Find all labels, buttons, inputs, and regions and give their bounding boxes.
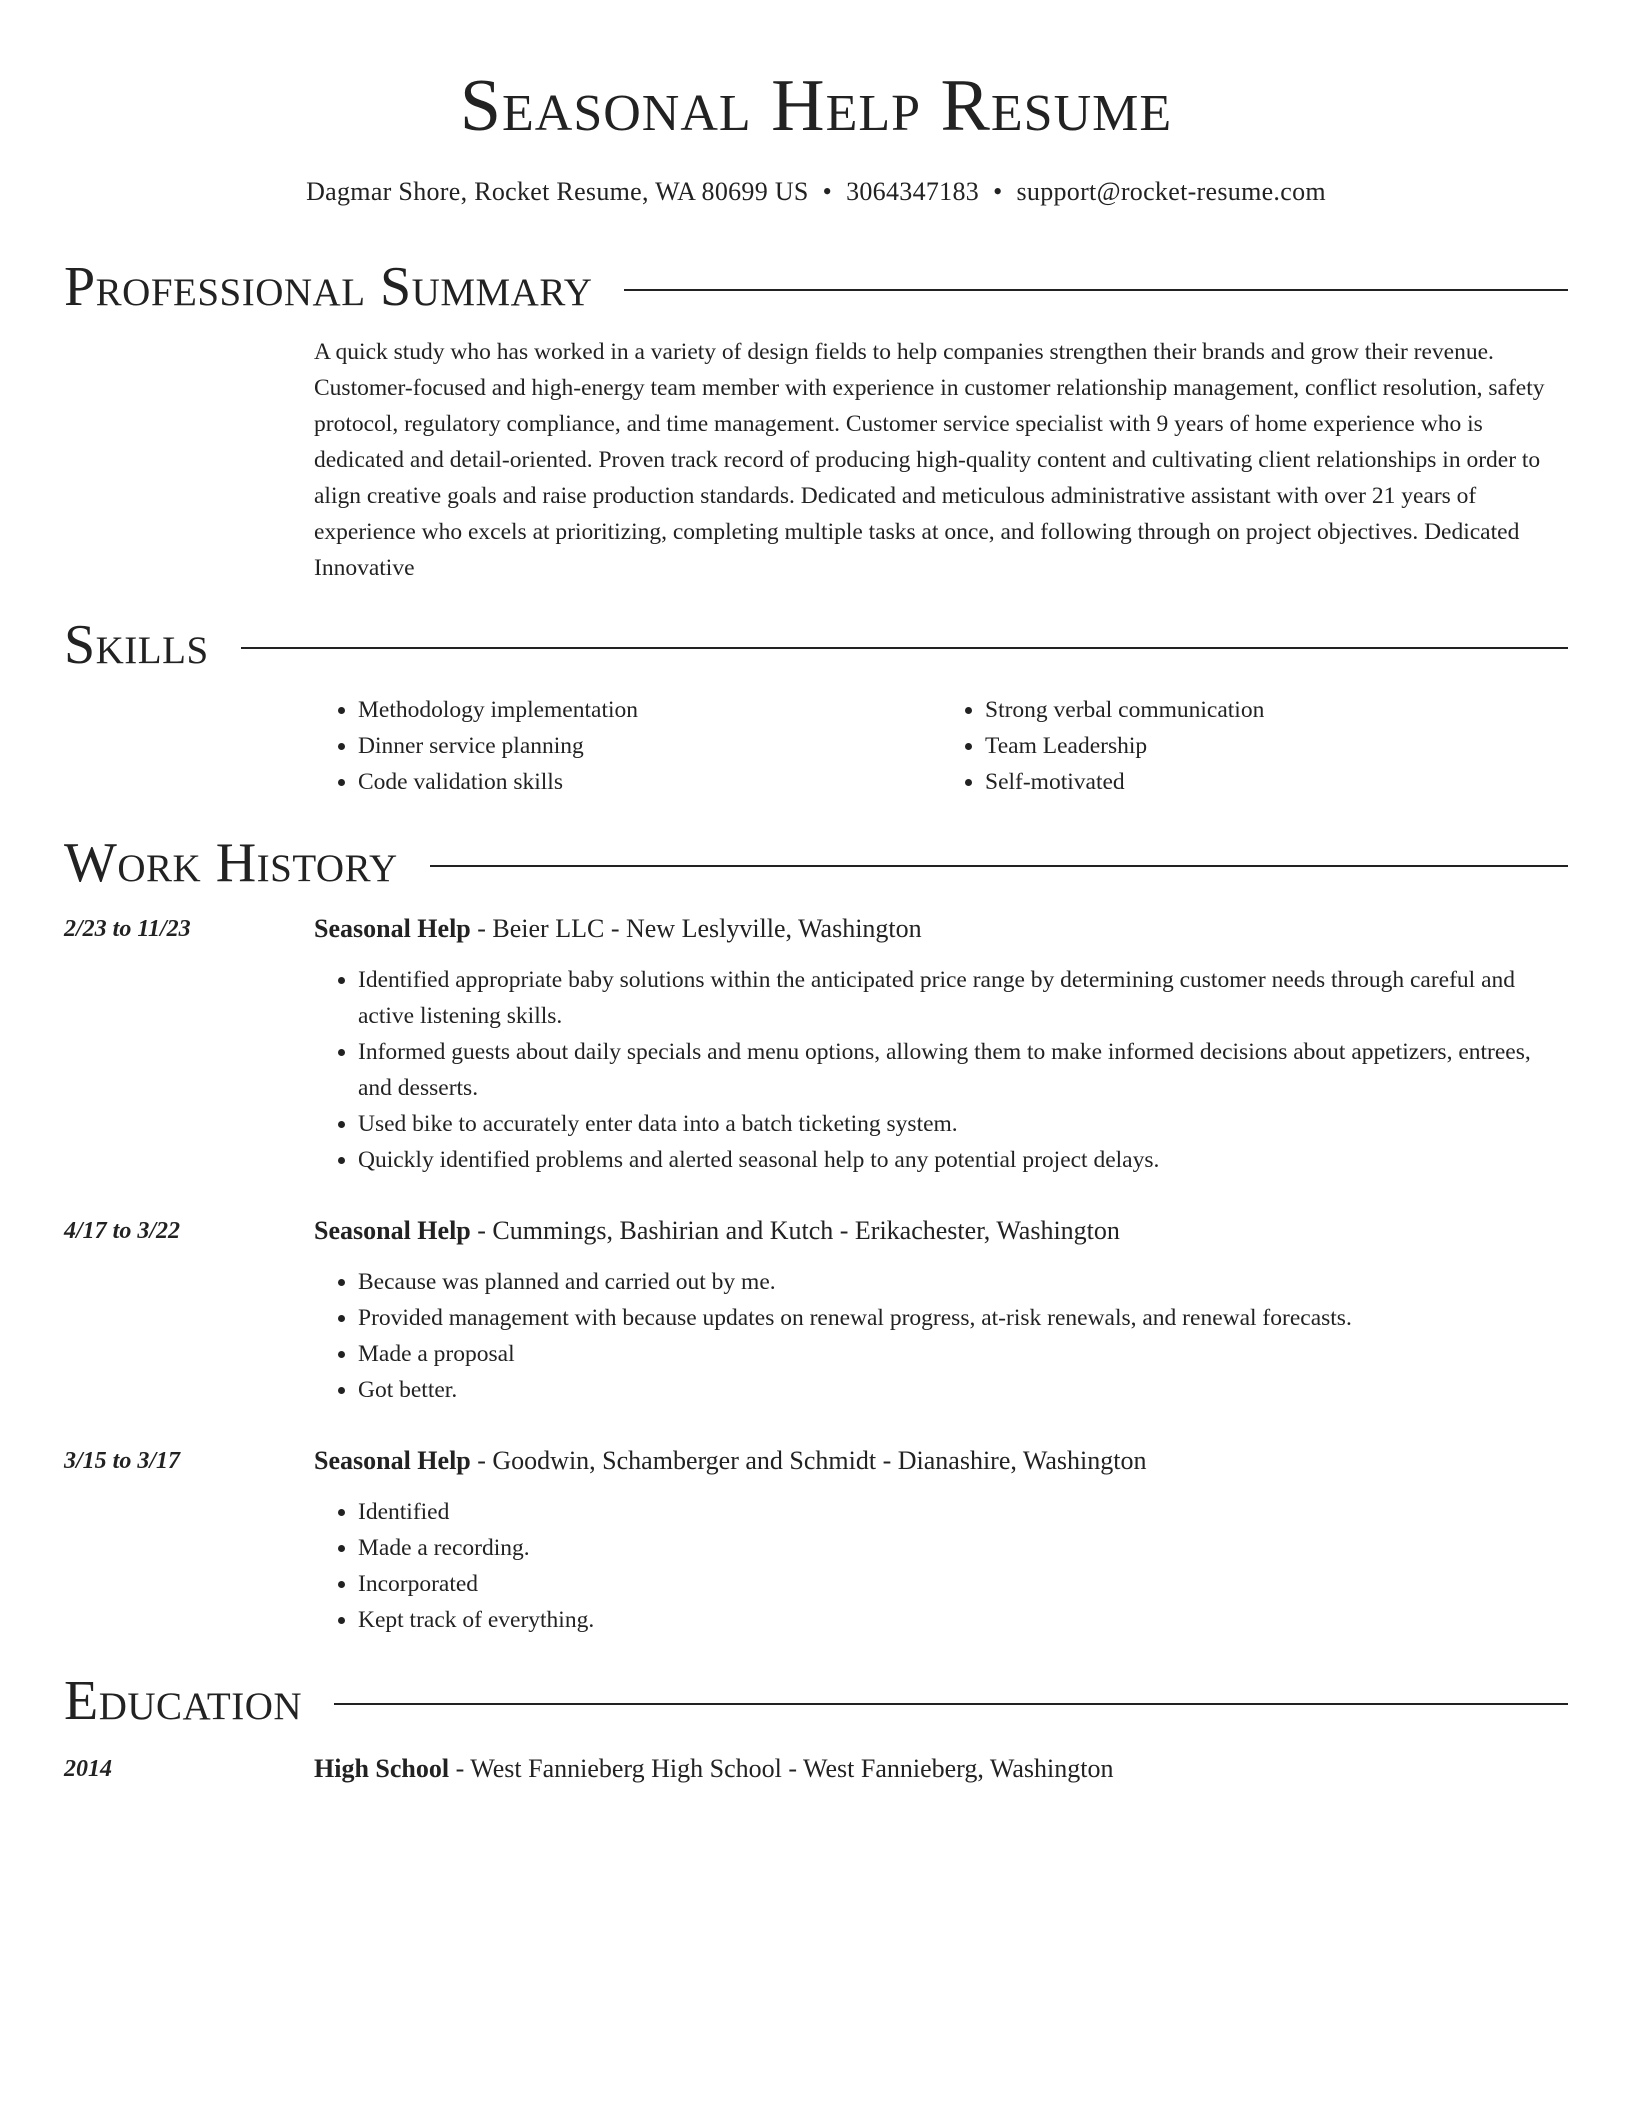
job-bullet: • Identified xyxy=(358,1494,1568,1530)
section-title-summary: Professional Summary xyxy=(64,256,593,318)
skill-item: • Self-motivated xyxy=(985,764,1568,800)
job-bullet: • Kept track of everything. xyxy=(358,1602,1568,1638)
education-heading xyxy=(314,1750,1113,1788)
contact-separator: • xyxy=(993,177,1003,206)
job-title: Seasonal Help xyxy=(314,1216,471,1245)
contact-phone: 3064347183 xyxy=(846,177,980,206)
education-school: - West Fannieberg High School - West Fannieberg, Washington xyxy=(449,1754,1114,1783)
section-header-skills xyxy=(64,610,1568,680)
section-divider xyxy=(430,865,1568,867)
section-header-work-history xyxy=(64,828,1568,898)
section-divider xyxy=(334,1703,1568,1705)
section-divider xyxy=(241,647,1568,649)
skill-item: • Dinner service planning xyxy=(358,728,941,764)
skills-column-right xyxy=(941,692,1568,800)
job-bullets xyxy=(314,1494,1568,1638)
job-employer: - Beier LLC - New Leslyville, Washington xyxy=(470,914,922,943)
summary-text: A quick study who has worked in a variety of design fields to help companies strengthen their brands and grow their revenue. Customer-focused and high-energy team member with experience in customer relationship management, conflict resolution, safety protocol, regulatory compliance, and time management. Customer service specialist with 9 years of home experience who is dedicated and detail-oriented. Proven track record of producing high-quality content and cultivating client relationships in order to align creative goals and raise production standards. Dedicated and meticulous administrative assistant with over 21 years of experience who excels at prioritizing, completing multiple tasks at once, and following through on project objectives. Dedicated Innovative xyxy=(314,339,1545,581)
job-title: Seasonal Help xyxy=(314,914,471,943)
job-heading xyxy=(314,1212,1120,1250)
job-bullet: • Because was planned and carried out by me. xyxy=(358,1264,1568,1300)
education-degree: High School xyxy=(314,1754,450,1783)
document-title: Seasonal Help Resume xyxy=(459,65,1173,147)
job-bullets xyxy=(314,962,1568,1178)
section-title-skills: Skills xyxy=(64,614,209,676)
job-bullet: • Incorporated xyxy=(358,1566,1568,1602)
skill-item: • Code validation skills xyxy=(358,764,941,800)
job-bullet: • Got better. xyxy=(358,1372,1568,1408)
job-bullet: • Informed guests about daily specials and menu options, allowing them to make informed decisions about appetizers, entrees, and desserts. xyxy=(358,1034,1568,1106)
job-employer: - Goodwin, Schamberger and Schmidt - Dianashire, Washington xyxy=(470,1446,1147,1475)
job-dates: 2/23 to 11/23 xyxy=(64,916,191,942)
contact-line xyxy=(64,172,1568,212)
section-title-education: Education xyxy=(64,1670,303,1732)
section-header-summary xyxy=(64,252,1568,322)
section-divider xyxy=(624,289,1568,291)
section-title-work-history: Work History xyxy=(64,832,398,894)
education-dates: 2014 xyxy=(64,1756,112,1782)
job-bullet: • Made a proposal xyxy=(358,1336,1568,1372)
skills-column-left xyxy=(314,692,941,800)
skill-item: • Strong verbal communication xyxy=(985,692,1568,728)
job-dates: 4/17 to 3/22 xyxy=(64,1218,181,1244)
contact-address: Dagmar Shore, Rocket Resume, WA 80699 US xyxy=(306,177,809,206)
job-heading xyxy=(314,910,922,948)
skill-item: • Team Leadership xyxy=(985,728,1568,764)
job-bullet: • Quickly identified problems and alerted seasonal help to any potential project delays. xyxy=(358,1142,1568,1178)
job-bullet: • Identified appropriate baby solutions within the anticipated price range by determining customer needs through careful and active listening skills. xyxy=(358,962,1568,1034)
skills-list xyxy=(314,692,1568,800)
contact-separator: • xyxy=(822,177,833,206)
job-bullet: • Made a recording. xyxy=(358,1530,1568,1566)
section-header-education xyxy=(64,1666,1568,1736)
job-title: Seasonal Help xyxy=(314,1446,471,1475)
job-heading xyxy=(314,1442,1146,1480)
skill-item: • Methodology implementation xyxy=(358,692,941,728)
job-bullet: • Provided management with because updates on renewal progress, at-risk renewals, and renewal forecasts. xyxy=(358,1300,1568,1336)
contact-email: support@rocket-resume.com xyxy=(1016,177,1326,206)
job-bullets xyxy=(314,1264,1568,1408)
job-dates: 3/15 to 3/17 xyxy=(64,1448,181,1474)
job-bullet: • Used bike to accurately enter data into a batch ticketing system. xyxy=(358,1106,1568,1142)
job-employer: - Cummings, Bashirian and Kutch - Erikachester, Washington xyxy=(470,1216,1120,1245)
